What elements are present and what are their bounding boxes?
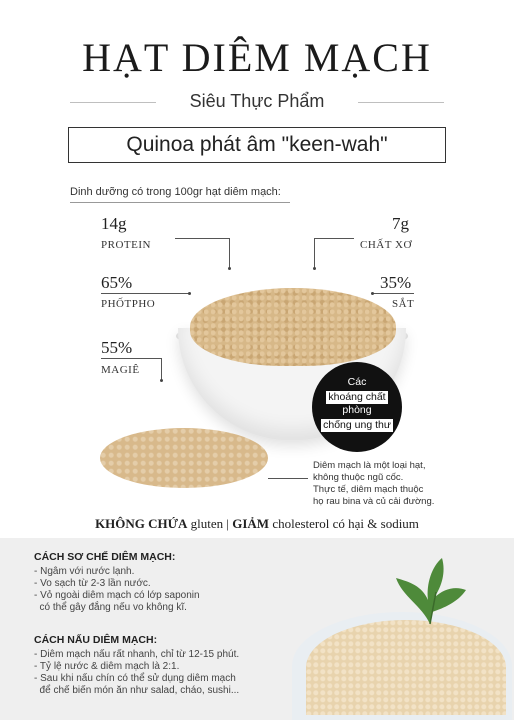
iron-value: 35% [380,273,412,292]
cooked-quinoa-image [306,620,506,715]
claim-reduce-label: GIẢM [232,516,270,531]
cook-title: CÁCH NẤU DIÊM MẠCH: [34,634,158,646]
cook-item: - Tỷ lệ nước & diêm mạch là 2:1. [34,661,180,672]
prep-item: - Ngâm với nước lạnh. [34,566,135,577]
magnesium-label: MAGIÊ [101,364,140,376]
claim-no-label: KHÔNG CHỨA [95,516,188,531]
cook-item: để chế biến món ăn như salad, cháo, sushi... [34,685,240,696]
badge-line-3: phòng [342,404,372,416]
badge-line-1: Các [347,376,367,388]
fiber-value: 7g [392,214,409,233]
spilled-quinoa-image [100,428,268,488]
fiber-pointer-dot [313,267,316,270]
fiber-label: CHẤT XƠ [360,239,412,251]
protein-value: 14g [101,214,127,233]
nutrition-intro: Dinh dưỡng có trong 100gr hạt diêm mạch: [70,186,281,198]
anticancer-badge [312,362,402,452]
protein-label: PROTEIN [101,239,151,251]
cook-item: - Diêm mạch nấu rất nhanh, chỉ từ 12-15 phút. [34,649,240,660]
cook-item: - Sau khi nấu chín có thể sử dụng diêm mạch [34,673,236,684]
note-line-4: họ rau bina và củ cải đường. [313,496,435,507]
pronunciation-box: Quinoa phát âm "keen-wah" [68,127,446,163]
page-subtitle: Siêu Thực Phẩm [189,91,325,111]
cook-list [34,649,304,697]
badge-line-2: khoáng chất [328,391,386,403]
magnesium-pointer-h [101,358,161,359]
claim-no-text: gluten [190,516,224,531]
iron-label: SẮT [392,298,415,310]
intro-underline [70,202,290,203]
fiber-pointer [314,238,315,268]
prep-item: - Vỏ ngoài diêm mạch có lớp saponin [34,590,200,601]
divider-right [358,102,444,103]
phosphorus-value: 65% [101,273,133,292]
quinoa-fact-note [313,460,448,508]
phosphorus-label: PHỐTPHO [101,298,156,310]
protein-pointer-dot [228,267,231,270]
badge-line-4: chống ung thư [323,419,391,431]
page-title: HẠT DIÊM MẠCH [82,35,432,80]
note-line-3: Thực tế, diêm mạch thuộc [313,484,424,495]
protein-pointer [175,238,230,268]
health-claims [0,516,514,532]
magnesium-value: 55% [101,338,133,357]
quinoa-pile-image [190,288,396,366]
phosphorus-pointer-h [101,293,189,294]
fiber-pointer-h [314,238,354,239]
claim-separator: | [226,516,229,531]
iron-pointer-dot [371,292,374,295]
prep-list [34,566,294,614]
iron-pointer-h [372,293,414,294]
note-line-2: không thuộc ngũ cốc. [313,472,404,483]
magnesium-pointer [161,358,162,380]
prep-title: CÁCH SƠ CHẾ DIÊM MẠCH: [34,551,176,563]
phosphorus-pointer-dot [188,292,191,295]
parsley-leaf-icon [392,556,468,626]
protein-pointer-h [175,238,230,239]
note-line-1: Diêm mạch là một loại hạt, [313,460,426,471]
magnesium-pointer-dot [160,379,163,382]
claim-reduce-text: cholesterol có hại & sodium [272,516,419,531]
note-pointer [268,478,308,479]
prep-item: có thể gây đắng nếu vo không kĩ. [34,602,187,613]
prep-item: - Vo sạch từ 2-3 lần nước. [34,578,151,589]
